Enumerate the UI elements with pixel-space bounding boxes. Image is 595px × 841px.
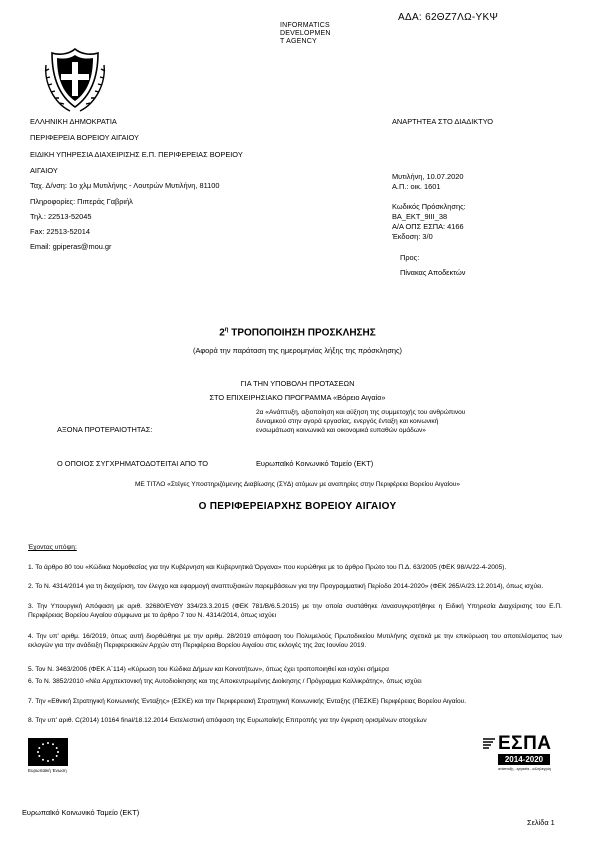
espa-logo <box>480 734 550 776</box>
list-item: 2. Το Ν. 4314/2014 για τη διαχείριση, τον έλεγχο και εφαρμογή αναπτυξιακών παρεμβάσεων για την Προγραμματική Περίοδο 2014-2020» (ΦΕΚ 265/Α/23.12.2014), όπως ισχύει. <box>28 583 544 590</box>
considering-label: Έχοντας υπόψη: <box>28 544 77 551</box>
espa-swirl-icon <box>482 736 496 750</box>
list-item: 1. Το άρθρο 80 του «Κώδικα Νομοθεσίας για την Κυβέρνηση και Κυβερνητικά Όργανα» που κυρώθηκε με το άρθρο Πρώτο του Π.Δ. 63/2005 (ΦΕΚ 98/Α/22-4-2005). <box>28 564 507 571</box>
post-notice: ΑΝΑΡΤΗΤΕΑ ΣΤΟ ΔΙΑΔΙΚΤΥΟ <box>392 117 493 126</box>
list-item: 8. Την υπ' αριθ. C(2014) 10164 final/18.12.2014 Εκτελεστική απόφαση της Ευρωπαϊκής Επιτροπής για την έγκριση ορισμένων στοιχείων <box>28 717 427 724</box>
call-code: ΒΑ_ΕΚΤ_9III_38 <box>392 212 448 221</box>
fund-label: Ο ΟΠΟΙΟΣ ΣΥΓΧΡΗΜΑΤΟΔΟΤΕΙΤΑΙ ΑΠΟ ΤΟ <box>57 459 209 468</box>
espa-tagline: ανάπτυξη - εργασία - αλληλεγγύη <box>498 767 552 771</box>
to-label: Προς: <box>400 253 420 262</box>
sender-contact-person: Πληροφορίες: Πιπεράς Γαβριήλ <box>30 197 133 206</box>
protocol-number: Α.Π.: οικ. 1601 <box>392 182 441 191</box>
version: Έκδοση: 3/0 <box>392 232 433 241</box>
sender-service: ΕΙΔΙΚΗ ΥΠΗΡΕΣΙΑ ΔΙΑΧΕΙΡΙΣΗΣ Ε.Π. ΠΕΡΙΦΕΡΕΙΑΣ ΒΟΡΕΙΟΥ <box>30 150 243 159</box>
list-item: 5. Τον Ν. 3463/2006 (ΦΕΚ Α΄114) «Κύρωση του Κώδικα Δήμων και Κοινοτήτων», όπως έχει τροποποιηθεί και ισχύει σήμερα <box>28 666 389 673</box>
axis-label: ΑΞΟΝΑ ΠΡΟΤΕΡΑΙΟΤΗΤΑΣ: <box>57 425 153 434</box>
list-item: 3. Την Υπουργική Απόφαση με αριθ. 32680/ΕΥΘΥ 334/23.3.2015 (ΦΕΚ 781/Β/6.5.2015) με την οποία συστάθηκε /ανασυγκροτήθηκε η Ειδική Υπηρεσία Διαχείρισης του Ε.Π. Περιφέρειας Βορείου Αιγαίου σύμφωνα με το άρθρο 7 του Ν. 4314/2014, όπως ισχύει <box>28 603 562 619</box>
list-item: 6. Το Ν. 3852/2010 «Νέα Αρχιτεκτονική της Αυτοδιοίκησης και της Αποκεντρωμένης Διοίκησης / Πρόγραμμα Καλλικράτης», όπως ισχύει <box>28 678 422 685</box>
sender-service-cont: ΑΙΓΑΙΟΥ <box>30 166 58 175</box>
greek-emblem-icon <box>40 45 110 113</box>
page-subtitle: (Αφορά την παράταση της ημερομηνίας λήξης της πρόσκλησης) <box>192 346 403 355</box>
axis-value: 2α «Ανάπτυξη, αξιοποίηση και αύξηση της συμμετοχής του ανθρώπινου δυναμικού στην αγορά εργασίας, ενεργός ένταξη και κοινωνική ενσωμάτωση κοινωνικά και οικονομικά ευπαθών ομάδων» <box>256 409 466 434</box>
sender-email[interactable]: Email: gpiperas@mou.gr <box>30 242 112 251</box>
espa-years: 2014-2020 <box>498 754 550 765</box>
list-item: 7. Την «Εθνική Στρατηγική Κοινωνικής Ένταξης» (ΕΣΚΕ) και την Περιφερειακή Στρατηγική Κοινωνικής Ένταξης (ΠΕΣΚΕ) Περιφέρειας Βορείου Αιγαίου. <box>28 698 467 705</box>
recipients: Πίνακας Αποδεκτών <box>400 268 466 277</box>
sender-address: Ταχ. Δ/νση: 1ο χλμ Μυτιλήνης - Λουτρών Μυτιλήνη, 81100 <box>30 181 220 190</box>
call-code-label: Κωδικός Πρόσκλησης: <box>392 202 466 211</box>
agency-line: T AGENCY <box>280 38 317 45</box>
sender-fax: Fax: 22513-52014 <box>30 227 90 236</box>
espa-word: ΕΣΠΑ <box>498 733 552 754</box>
page-title <box>0 327 595 338</box>
list-item: 4. Την υπ' αριθμ. 16/2019, όπως αυτή διορθώθηκε με την αριθμ. 28/2019 απόφαση του Πολυμελούς Πρωτοδικείου Μυτιλήνης σχετικά με την επικύρωση του αποτελέσματος των εκλογών για την ανάδειξη Περιφερειακών Αρχών στη Περιφέρεια Βορείου Αιγαίου στις εκλογές της 2ας Ιουνίου 2019. <box>28 633 562 649</box>
sender-country: ΕΛΛΗΝΙΚΗ ΔΗΜΟΚΡΑΤΙΑ <box>30 117 117 126</box>
page-number: Σελίδα 1 <box>527 818 555 827</box>
call-title-line: ΜΕ ΤΙΤΛΟ «Στέγες Υποστηριζόμενης Διαβίωσης (ΣΥΔ) ατόμων με αναπηρίες στην Περιφέρεια Βορείου Αιγαίου» <box>134 481 461 488</box>
submission-line-2: ΣΤΟ ΕΠΙΧΕΙΡΗΣΙΑΚΟ ΠΡΟΓΡΑΜΜΑ «Βόρειο Αιγαίο» <box>209 393 386 402</box>
eu-caption: Ευρωπαϊκή Ένωση <box>28 768 67 773</box>
title-ordinal-sup: η <box>224 327 229 333</box>
sender-phone: Τηλ.: 22513-52045 <box>30 212 92 221</box>
eu-flag-icon <box>28 738 68 766</box>
title-text: ΤΡΟΠΟΠΟΙΗΣΗ ΠΡΟΣΚΛΗΣΗΣ <box>228 327 376 339</box>
authority-heading: Ο ΠΕΡΙΦΕΡΕΙΑΡΧΗΣ ΒΟΡΕΙΟΥ ΑΙΓΑΙΟΥ <box>198 501 397 512</box>
agency-label <box>280 22 380 46</box>
footer-fund: Ευρωπαϊκό Κοινωνικό Ταμείο (ΕΚΤ) <box>22 808 140 817</box>
title-ordinal: 2 <box>219 327 225 339</box>
agency-line: INFORMATICS <box>280 22 330 29</box>
ops-id: Α/Α ΟΠΣ ΕΣΠΑ: 4166 <box>392 222 464 231</box>
agency-line: DEVELOPMEN <box>280 30 331 37</box>
place-date: Μυτιλήνη, 10.07.2020 <box>392 172 464 181</box>
fund-value: Ευρωπαϊκό Κοινωνικό Ταμείο (ΕΚΤ) <box>256 459 374 468</box>
sender-region: ΠΕΡΙΦΕΡΕΙΑ ΒΟΡΕΙΟΥ ΑΙΓΑΙΟΥ <box>30 133 139 142</box>
submission-line-1: ΓΙΑ ΤΗΝ ΥΠΟΒΟΛΗ ΠΡΟΤΑΣΕΩΝ <box>240 379 355 388</box>
ada-code: ΑΔΑ: 62ΘΖ7ΛΩ-ΥΚΨ <box>398 12 499 23</box>
